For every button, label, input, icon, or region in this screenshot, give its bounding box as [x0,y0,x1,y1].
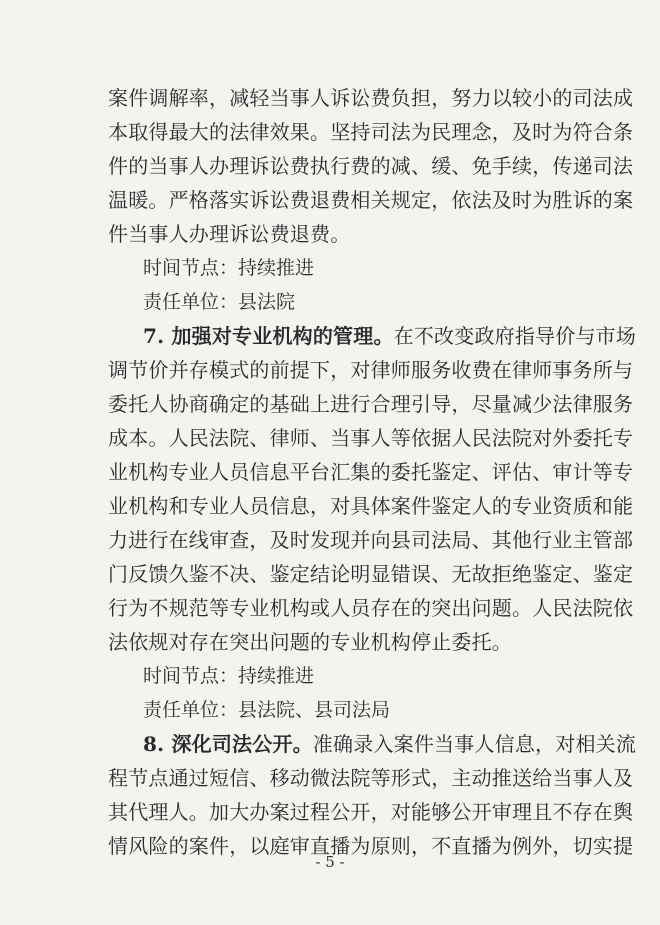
paragraph-line: 门反馈久鉴不决、鉴定结论明显错误、无故拒绝鉴定、鉴定 [108,562,634,586]
paragraph-line: 委托人协商确定的基础上进行合理引导，尽量减少法律服务 [108,392,634,416]
responsible-unit-2: 责任单位：县法院、县司法局 [143,699,391,721]
paragraph-line: 行为不规范等专业机构或人员存在的突出问题。人民法院依 [108,596,634,620]
paragraph-line: 成本。人民法院、律师、当事人等依据人民法院对外委托专 [108,426,634,450]
section-7-text: 在不改变政府指导价与市场 [393,324,637,348]
section-8-heading: 8. 深化司法公开。 [143,732,313,756]
time-node-2: 时间节点：持续推进 [143,665,315,687]
paragraph-line: 业机构和专业人员信息，对具体案件鉴定人的专业资质和能 [108,494,634,518]
paragraph-line: 案件调解率，减轻当事人诉讼费负担，努力以较小的司法成 [108,86,634,110]
paragraph-line: 法依规对存在突出问题的专业机构停止委托。 [108,630,512,654]
section-7-heading: 7. 加强对专业机构的管理。 [143,324,394,348]
paragraph-line: 温暖。严格落实诉讼费退费相关规定，依法及时为胜诉的案 [108,188,634,212]
section-8-text: 准确录入案件当事人信息，对相关流 [312,732,637,756]
paragraph-line: 程节点通过短信、移动微法院等形式，主动推送给当事人及 [108,766,634,790]
section-7-first-line [143,324,637,348]
page-number: - 5 - [315,853,345,871]
paragraph-line: 业机构专业人员信息平台汇集的委托鉴定、评估、审计等专 [108,460,634,484]
paragraph-line: 其代理人。加大办案过程公开，对能够公开审理且不存在舆 [108,800,634,824]
paragraph-line: 件当事人办理诉讼费退费。 [108,222,351,246]
paragraph-line: 本取得最大的法律效果。坚持司法为民理念，及时为符合条 [108,120,634,144]
section-8-first-line [143,732,637,756]
paragraph-line: 件的当事人办理诉讼费执行费的减、缓、免手续，传递司法 [108,154,634,178]
paragraph-line: 调节价并存模式的前提下，对律师服务收费在律师事务所与 [108,358,634,382]
time-node-1: 时间节点：持续推进 [143,257,315,279]
responsible-unit-1: 责任单位：县法院 [143,291,296,313]
paragraph-line: 力进行在线审查，及时发现并向县司法局、其他行业主管部 [108,528,634,552]
paragraph-line: 情风险的案件，以庭审直播为原则，不直播为例外，切实提 [108,834,634,858]
